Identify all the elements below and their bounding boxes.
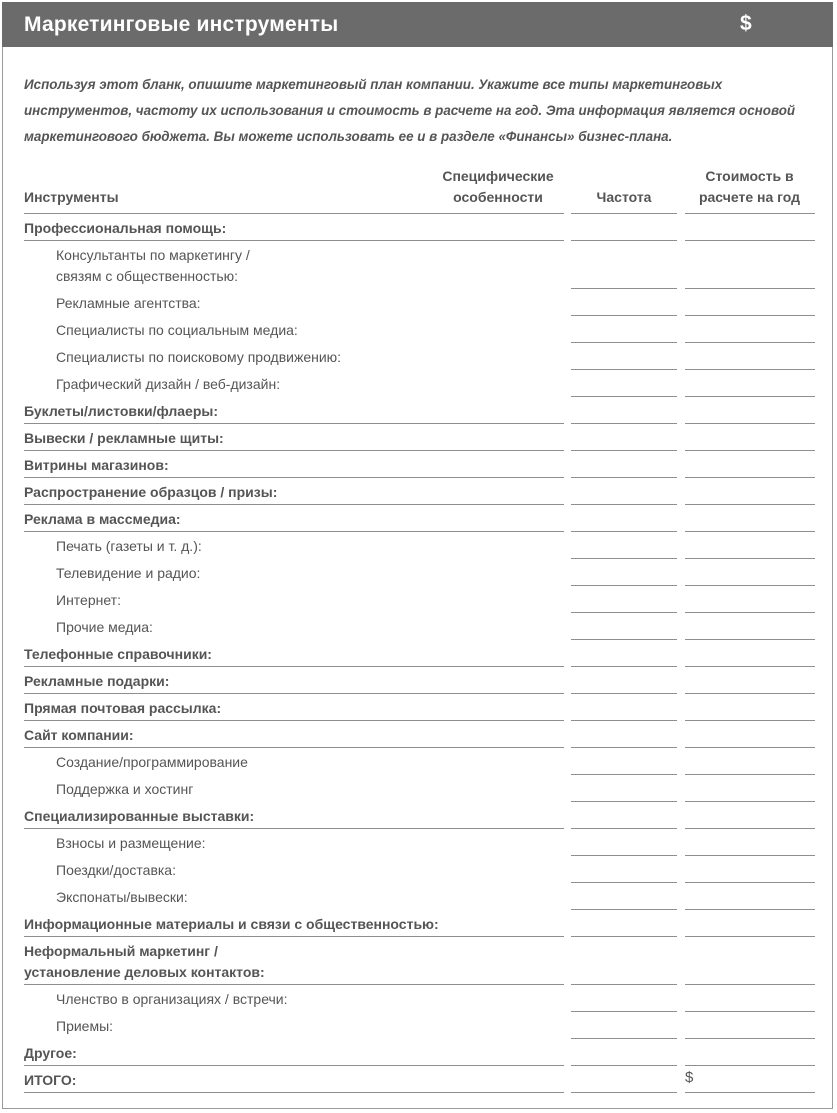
row-rule-frequency: [571, 504, 677, 505]
row-rule-frequency: [571, 909, 677, 910]
row-rule-frequency: [571, 585, 677, 586]
row-rule-cost: [685, 504, 815, 505]
row-rule-frequency: [571, 801, 677, 802]
row-rule-cost: [685, 477, 815, 478]
row-rule-frequency: [571, 315, 677, 316]
row-rule-tools: [24, 423, 564, 424]
header-rule-tools: [24, 213, 564, 214]
table-row-label: Специалисты по поисковому продвижению:: [56, 349, 342, 365]
row-rule-frequency: [571, 288, 677, 289]
table-row-label: Членство в организациях / встречи:: [56, 991, 288, 1007]
row-rule-cost: [685, 1011, 815, 1012]
table-row-label: Графический дизайн / веб-дизайн:: [56, 376, 281, 392]
row-rule-tools: [24, 1092, 564, 1093]
row-rule-frequency: [571, 450, 677, 451]
row-rule-cost: [685, 936, 815, 937]
row-rule-cost: [685, 801, 815, 802]
table-row-label: Поддержка и хостинг: [56, 781, 194, 797]
row-rule-tools: [24, 828, 564, 829]
row-rule-tools: [24, 504, 564, 505]
row-rule-frequency: [571, 423, 677, 424]
row-rule-frequency: [571, 369, 677, 370]
row-rule-frequency: [571, 693, 677, 694]
row-rule-cost: [685, 342, 815, 343]
column-header-tools: Инструменты: [24, 189, 119, 205]
column-header-cost: Стоимость в расчете на год: [698, 168, 801, 205]
row-rule-cost: [685, 450, 815, 451]
header-rule-cost: [685, 213, 815, 214]
column-header-frequency: Частота: [596, 189, 652, 205]
row-rule-frequency: [571, 747, 677, 748]
row-rule-cost: [685, 639, 815, 640]
row-rule-frequency: [571, 855, 677, 856]
row-rule-cost: [685, 315, 815, 316]
row-rule-frequency: [571, 666, 677, 667]
row-rule-tools: [24, 1065, 564, 1066]
table-row-label: Интернет:: [56, 592, 121, 608]
row-rule-frequency: [571, 531, 677, 532]
row-rule-cost: [685, 369, 815, 370]
row-rule-tools: [24, 666, 564, 667]
row-rule-frequency: [571, 720, 677, 721]
total-row-label: ИТОГО:: [24, 1072, 77, 1088]
table-row-label: Реклама в массмедиа:: [24, 511, 181, 527]
instructions-text: Используя этот бланк, опишите маркетинговый план компании. Укажите все типы маркетинговых инструментов, частоту их использования и стоимость в расчете на год. Эта информация является основой маркетингового бюджета. Вы можете использовать ее и в разделе «Финансы» бизнес-плана.: [24, 77, 796, 144]
row-rule-cost: [685, 396, 815, 397]
table-row-label: Телевидение и радио:: [56, 565, 201, 581]
row-rule-frequency: [571, 639, 677, 640]
row-rule-frequency: [571, 1038, 677, 1039]
row-rule-cost: [685, 1038, 815, 1039]
row-rule-tools: [24, 693, 564, 694]
table-row-label: Профессиональная помощь:: [24, 220, 227, 236]
table-row-label: Взносы и размещение:: [56, 835, 206, 851]
table-row-label: Буклеты/листовки/флаеры:: [24, 403, 219, 419]
table-row-label: Прямая почтовая рассылка:: [24, 700, 222, 716]
row-rule-frequency: [571, 828, 677, 829]
total-currency-symbol: $: [685, 1069, 694, 1086]
column-header-specifics: Специфические особенности: [442, 168, 554, 205]
row-rule-frequency: [571, 1065, 677, 1066]
row-rule-tools: [24, 450, 564, 451]
row-rule-cost: [685, 720, 815, 721]
table-row-label: Приемы:: [56, 1018, 114, 1034]
header-rule-frequency: [571, 213, 677, 214]
table-row-label: Телефонные справочники:: [24, 646, 212, 662]
row-rule-cost: [685, 984, 815, 985]
table-row-label: Прочие медиа:: [56, 619, 153, 635]
row-rule-frequency: [571, 342, 677, 343]
row-rule-cost: [685, 1092, 815, 1093]
page-header: [2, 2, 833, 47]
table-row-label: Вывески / рекламные щиты:: [24, 430, 224, 446]
row-rule-frequency: [571, 1092, 677, 1093]
table-row-label: Печать (газеты и т. д.):: [56, 538, 202, 554]
row-rule-frequency: [571, 396, 677, 397]
row-rule-cost: [685, 828, 815, 829]
row-rule-cost: [685, 585, 815, 586]
row-rule-cost: [685, 666, 815, 667]
row-rule-frequency: [571, 984, 677, 985]
row-rule-frequency: [571, 558, 677, 559]
row-rule-cost: [685, 882, 815, 883]
table-row-label: Поездки/доставка:: [56, 862, 176, 878]
table-row-label: Специализированные выставки:: [24, 808, 255, 824]
row-rule-frequency: [571, 774, 677, 775]
page-title: Маркетинговые инструменты: [24, 13, 339, 36]
row-rule-cost: [685, 747, 815, 748]
table-row-label: Сайт компании:: [24, 727, 134, 743]
table-row-label: Консультанты по маркетингу / связям с общественностью:: [56, 247, 250, 284]
table-row-label: Специалисты по социальным медиа:: [56, 322, 298, 338]
row-rule-tools: [24, 984, 564, 985]
row-rule-tools: [24, 936, 564, 937]
row-rule-cost: [685, 909, 815, 910]
table-row-label: Рекламные агентства:: [56, 295, 201, 311]
row-rule-cost: [685, 558, 815, 559]
row-rule-cost: [685, 693, 815, 694]
row-rule-frequency: [571, 882, 677, 883]
table-row-label: Рекламные подарки:: [24, 673, 170, 689]
row-rule-cost: [685, 612, 815, 613]
currency-symbol: $: [740, 12, 752, 35]
row-rule-frequency: [571, 1011, 677, 1012]
row-rule-frequency: [571, 477, 677, 478]
row-rule-tools: [24, 747, 564, 748]
row-rule-cost: [685, 774, 815, 775]
row-rule-cost: [685, 855, 815, 856]
row-rule-tools: [24, 477, 564, 478]
row-rule-cost: [685, 1065, 815, 1066]
table-row-label: Распространение образцов / призы:: [24, 484, 278, 500]
table-row-label: Создание/программирование: [56, 754, 248, 770]
row-rule-tools: [24, 531, 564, 532]
table-row-label: Информационные материалы и связи с общественностью:: [24, 916, 439, 932]
row-rule-cost: [685, 288, 815, 289]
row-rule-tools: [24, 720, 564, 721]
row-rule-frequency: [571, 240, 677, 241]
row-rule-cost: [685, 423, 815, 424]
table-row-label: Экспонаты/вывески:: [56, 889, 188, 905]
row-rule-tools: [24, 240, 564, 241]
table-row-label: Другое:: [24, 1045, 77, 1061]
row-rule-cost: [685, 240, 815, 241]
table-row-label: Витрины магазинов:: [24, 457, 169, 473]
table-row-label: Неформальный маркетинг / установление деловых контактов:: [24, 943, 265, 980]
row-rule-frequency: [571, 612, 677, 613]
row-rule-cost: [685, 531, 815, 532]
row-rule-frequency: [571, 936, 677, 937]
